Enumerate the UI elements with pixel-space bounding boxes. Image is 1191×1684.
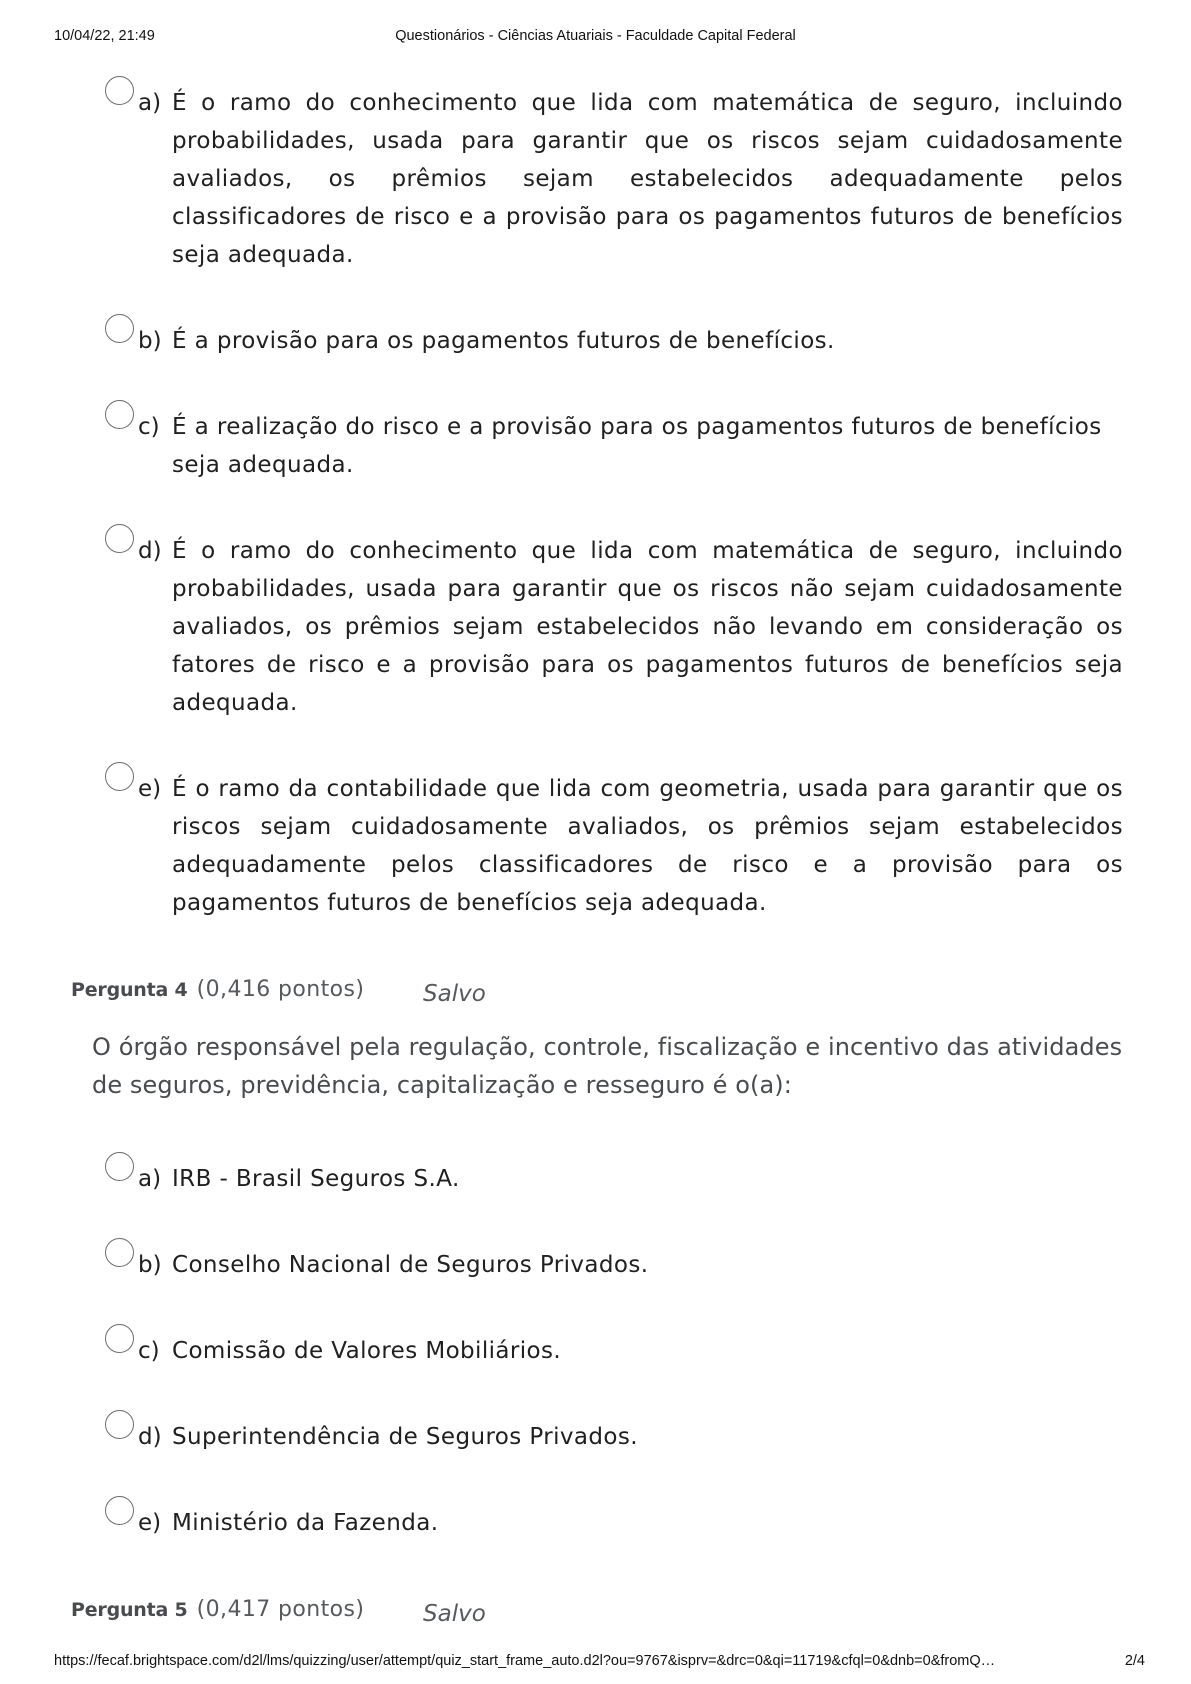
option-letter: b) — [138, 328, 162, 354]
option-text: Ministério da Fazenda. — [172, 1510, 439, 1536]
option-letter: e) — [138, 1510, 162, 1536]
option-letter: d) — [138, 1424, 162, 1450]
q4-option-c[interactable] — [105, 1332, 1123, 1370]
q4-option-b[interactable] — [105, 1246, 1123, 1284]
question-4-text: O órgão responsável pela regulação, controle, fiscalização e incentivo das atividades de seguros, previdência, capitalização e resseguro é o(a): — [92, 1033, 1123, 1099]
radio-button[interactable] — [105, 762, 134, 791]
question-points: (0,417 pontos) — [196, 1597, 365, 1622]
radio-button[interactable] — [105, 1152, 134, 1181]
option-letter: c) — [138, 1338, 160, 1364]
option-text: É o ramo do conhecimento que lida com matemática de seguro, incluindo probabilidades, usada para garantir que os riscos não sejam cuidadosamente avaliados, os prêmios sejam estabelecidos não levando em consideração os fatores de risco e a provisão para os pagamentos futuros de benefícios seja adequada. — [172, 538, 1123, 716]
q4-option-d[interactable] — [105, 1418, 1123, 1456]
radio-button[interactable] — [105, 1324, 134, 1353]
option-text: É a realização do risco e a provisão para os pagamentos futuros de benefícios seja adequada. — [172, 414, 1102, 478]
radio-button[interactable] — [105, 1410, 134, 1439]
print-header — [0, 28, 1191, 52]
radio-button[interactable] — [105, 1238, 134, 1267]
print-date: 10/04/22, 21:49 — [54, 28, 155, 44]
question-4-header — [71, 977, 486, 1007]
radio-button[interactable] — [105, 76, 134, 105]
option-text: Conselho Nacional de Seguros Privados. — [172, 1252, 649, 1278]
q3-option-a[interactable] — [105, 84, 1123, 274]
radio-button[interactable] — [105, 400, 134, 429]
option-text: É a provisão para os pagamentos futuros de benefícios. — [172, 328, 835, 354]
option-text: Superintendência de Seguros Privados. — [172, 1424, 638, 1450]
q3-option-d[interactable] — [105, 532, 1123, 722]
q3-option-c[interactable] — [105, 408, 1125, 484]
option-text: É o ramo da contabilidade que lida com geometria, usada para garantir que os riscos sejam cuidadosamente avaliados, os prêmios sejam estabelecidos adequadamente pelos classificadores de risco e a provisão para os pagamentos futuros de benefícios seja adequada. — [172, 776, 1123, 916]
q4-option-a[interactable] — [105, 1160, 1123, 1198]
question-title: Pergunta 4 — [71, 979, 188, 1001]
print-page-number: 2/4 — [1124, 1653, 1145, 1669]
option-letter: b) — [138, 1252, 162, 1278]
print-footer — [0, 1653, 1191, 1677]
option-letter: d) — [138, 538, 162, 564]
save-status: Salvo — [423, 1601, 486, 1627]
option-text: IRB - Brasil Seguros S.A. — [172, 1166, 460, 1192]
question-title: Pergunta 5 — [71, 1599, 188, 1621]
q4-option-e[interactable] — [105, 1504, 1123, 1542]
save-status: Salvo — [423, 981, 486, 1007]
option-letter: c) — [138, 414, 160, 440]
radio-button[interactable] — [105, 524, 134, 553]
question-points: (0,416 pontos) — [196, 977, 365, 1002]
option-letter: e) — [138, 776, 162, 802]
print-page-title: Questionários - Ciências Atuariais - Faculdade Capital Federal — [395, 28, 796, 44]
question-5-header — [71, 1597, 486, 1627]
option-text: É o ramo do conhecimento que lida com matemática de seguro, incluindo probabilidades, usada para garantir que os riscos sejam cuidadosamente avaliados, os prêmios sejam estabelecidos adequadamente pelos classificadores de risco e a provisão para os pagamentos futuros de benefícios seja adequada. — [172, 90, 1123, 268]
q3-option-e[interactable] — [105, 770, 1123, 922]
radio-button[interactable] — [105, 1496, 134, 1525]
option-text: Comissão de Valores Mobiliários. — [172, 1338, 562, 1364]
option-letter: a) — [138, 90, 162, 116]
radio-button[interactable] — [105, 314, 134, 343]
option-letter: a) — [138, 1166, 162, 1192]
print-url: https://fecaf.brightspace.com/d2l/lms/quizzing/user/attempt/quiz_start_frame_auto.d2l?ou=9767&isprv=&drc=0&qi=11719&cfql=0&dnb=0&fromQ… — [54, 1653, 996, 1669]
q3-option-b[interactable] — [105, 322, 1123, 360]
